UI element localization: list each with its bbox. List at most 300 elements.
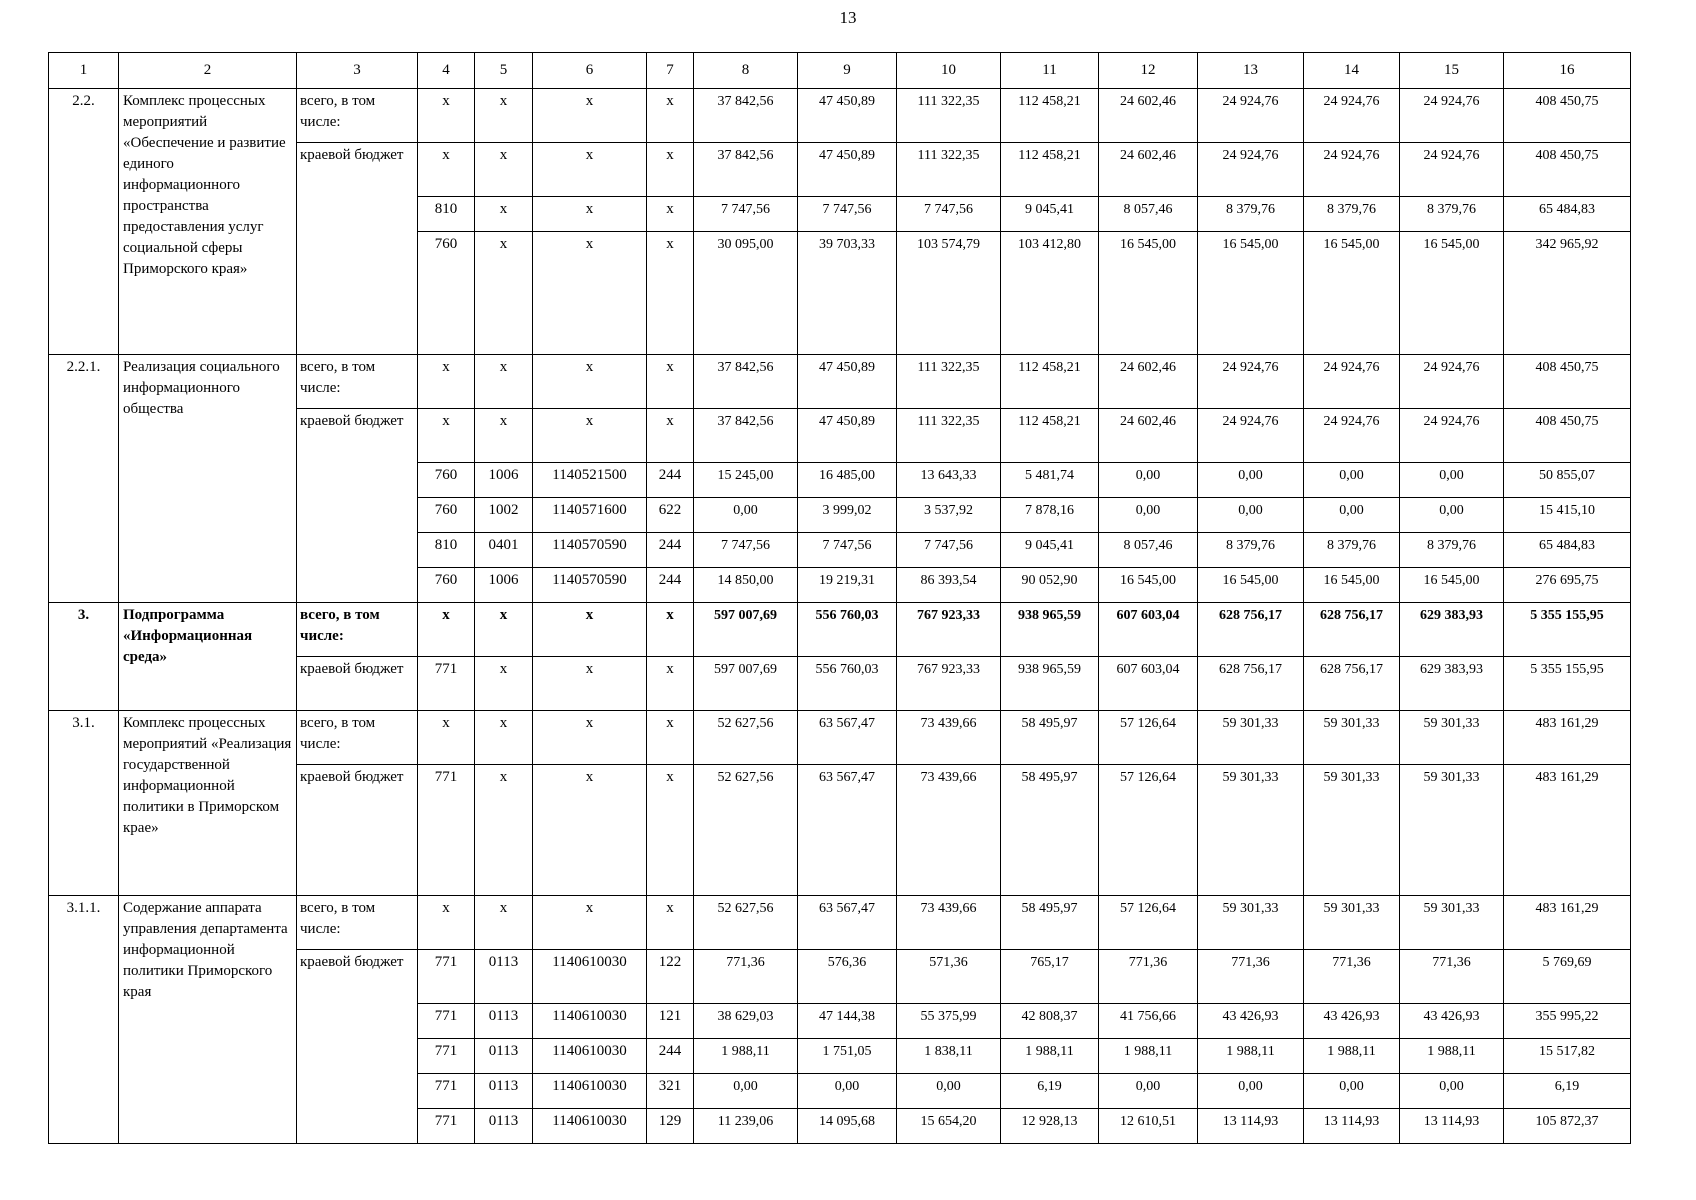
value-cell: 42 808,37 xyxy=(1001,1004,1099,1039)
value-cell: 408 450,75 xyxy=(1504,409,1631,463)
value-cell: 24 924,76 xyxy=(1304,409,1400,463)
value-cell: 111 322,35 xyxy=(897,143,1001,197)
code-cell: 771 xyxy=(418,1004,475,1039)
value-cell: 7 747,56 xyxy=(694,197,798,232)
code-cell: 1140521500 xyxy=(533,463,647,498)
code-cell: 1140570590 xyxy=(533,568,647,603)
value-cell: 1 988,11 xyxy=(1099,1039,1198,1074)
code-cell: 771 xyxy=(418,950,475,1004)
value-cell: 105 872,37 xyxy=(1504,1109,1631,1144)
value-cell: 15 654,20 xyxy=(897,1109,1001,1144)
value-cell: 1 988,11 xyxy=(694,1039,798,1074)
value-cell: 15 245,00 xyxy=(694,463,798,498)
value-cell: 771,36 xyxy=(1099,950,1198,1004)
value-cell: 47 450,89 xyxy=(798,409,897,463)
code-cell: 771 xyxy=(418,1109,475,1144)
value-cell: 24 924,76 xyxy=(1400,355,1504,409)
item-name: Комплекс процессных мероприятий «Обеспечение и развитие единого информационного пространства предоставления услуг социальной сферы Приморского края» xyxy=(119,89,297,355)
value-cell: 597 007,69 xyxy=(694,603,798,657)
code-cell: х xyxy=(647,603,694,657)
code-cell: х xyxy=(647,896,694,950)
value-cell: 13 114,93 xyxy=(1198,1109,1304,1144)
value-cell: 938 965,59 xyxy=(1001,603,1099,657)
value-cell: 0,00 xyxy=(1198,463,1304,498)
value-cell: 52 627,56 xyxy=(694,896,798,950)
header-cell: 4 xyxy=(418,53,475,89)
code-cell: х xyxy=(533,197,647,232)
value-cell: 0,00 xyxy=(1198,498,1304,533)
code-cell: 1002 xyxy=(475,498,533,533)
code-cell: 771 xyxy=(418,765,475,896)
value-cell: 58 495,97 xyxy=(1001,896,1099,950)
code-cell: х xyxy=(647,657,694,711)
code-cell: х xyxy=(533,143,647,197)
value-cell: 30 095,00 xyxy=(694,232,798,355)
value-cell: 5 355 155,95 xyxy=(1504,657,1631,711)
value-cell: 0,00 xyxy=(1304,1074,1400,1109)
value-cell: 50 855,07 xyxy=(1504,463,1631,498)
value-cell: 8 057,46 xyxy=(1099,197,1198,232)
value-cell: 408 450,75 xyxy=(1504,89,1631,143)
value-cell: 771,36 xyxy=(694,950,798,1004)
header-cell: 12 xyxy=(1099,53,1198,89)
value-cell: 24 602,46 xyxy=(1099,143,1198,197)
value-cell: 771,36 xyxy=(1198,950,1304,1004)
value-cell: 90 052,90 xyxy=(1001,568,1099,603)
header-cell: 8 xyxy=(694,53,798,89)
value-cell: 0,00 xyxy=(1304,463,1400,498)
value-cell: 59 301,33 xyxy=(1304,711,1400,765)
value-cell: 15 415,10 xyxy=(1504,498,1631,533)
value-cell: 276 695,75 xyxy=(1504,568,1631,603)
value-cell: 24 602,46 xyxy=(1099,89,1198,143)
header-cell: 2 xyxy=(119,53,297,89)
code-cell: 771 xyxy=(418,657,475,711)
budget-label: краевой бюджет xyxy=(297,657,418,711)
value-cell: 607 603,04 xyxy=(1099,657,1198,711)
value-cell: 1 988,11 xyxy=(1400,1039,1504,1074)
value-cell: 0,00 xyxy=(1400,463,1504,498)
value-cell: 16 545,00 xyxy=(1198,232,1304,355)
value-cell: 11 239,06 xyxy=(694,1109,798,1144)
value-cell: 24 924,76 xyxy=(1198,409,1304,463)
item-number: 2.2. xyxy=(49,89,119,355)
code-cell: 810 xyxy=(418,533,475,568)
value-cell: 1 838,11 xyxy=(897,1039,1001,1074)
value-cell: 556 760,03 xyxy=(798,603,897,657)
value-cell: 13 114,93 xyxy=(1304,1109,1400,1144)
value-cell: 0,00 xyxy=(1099,498,1198,533)
item-name: Реализация социального информационного общества xyxy=(119,355,297,603)
code-cell: 1140610030 xyxy=(533,1109,647,1144)
value-cell: 771,36 xyxy=(1400,950,1504,1004)
code-cell: х xyxy=(533,355,647,409)
value-cell: 8 379,76 xyxy=(1304,533,1400,568)
value-cell: 103 412,80 xyxy=(1001,232,1099,355)
value-cell: 483 161,29 xyxy=(1504,711,1631,765)
value-cell: 7 747,56 xyxy=(897,197,1001,232)
budget-table xyxy=(48,52,1631,1144)
value-cell: 0,00 xyxy=(1304,498,1400,533)
value-cell: 37 842,56 xyxy=(694,143,798,197)
value-cell: 112 458,21 xyxy=(1001,355,1099,409)
code-cell: 244 xyxy=(647,1039,694,1074)
value-cell: 12 928,13 xyxy=(1001,1109,1099,1144)
value-cell: 73 439,66 xyxy=(897,711,1001,765)
value-cell: 86 393,54 xyxy=(897,568,1001,603)
value-cell: 59 301,33 xyxy=(1198,765,1304,896)
value-cell: 0,00 xyxy=(694,498,798,533)
value-cell: 556 760,03 xyxy=(798,657,897,711)
code-cell: 771 xyxy=(418,1074,475,1109)
header-cell: 7 xyxy=(647,53,694,89)
value-cell: 57 126,64 xyxy=(1099,765,1198,896)
value-cell: 628 756,17 xyxy=(1198,657,1304,711)
value-cell: 7 747,56 xyxy=(897,533,1001,568)
value-cell: 6,19 xyxy=(1001,1074,1099,1109)
value-cell: 13 114,93 xyxy=(1400,1109,1504,1144)
code-cell: х xyxy=(418,711,475,765)
group-total-row xyxy=(49,355,1631,409)
value-cell: 13 643,33 xyxy=(897,463,1001,498)
value-cell: 7 747,56 xyxy=(798,197,897,232)
code-cell: х xyxy=(418,603,475,657)
code-cell: 0113 xyxy=(475,950,533,1004)
value-cell: 39 703,33 xyxy=(798,232,897,355)
value-cell: 8 379,76 xyxy=(1198,533,1304,568)
code-cell: 760 xyxy=(418,498,475,533)
value-cell: 16 545,00 xyxy=(1400,232,1504,355)
value-cell: 59 301,33 xyxy=(1304,765,1400,896)
code-cell: 1006 xyxy=(475,568,533,603)
value-cell: 24 924,76 xyxy=(1304,355,1400,409)
code-cell: х xyxy=(475,657,533,711)
value-cell: 9 045,41 xyxy=(1001,533,1099,568)
value-cell: 111 322,35 xyxy=(897,409,1001,463)
value-cell: 65 484,83 xyxy=(1504,197,1631,232)
value-cell: 3 999,02 xyxy=(798,498,897,533)
item-number: 2.2.1. xyxy=(49,355,119,603)
header-cell: 11 xyxy=(1001,53,1099,89)
value-cell: 24 924,76 xyxy=(1400,89,1504,143)
code-cell: 244 xyxy=(647,568,694,603)
value-cell: 12 610,51 xyxy=(1099,1109,1198,1144)
value-cell: 8 379,76 xyxy=(1198,197,1304,232)
code-cell: х xyxy=(647,89,694,143)
value-cell: 47 450,89 xyxy=(798,89,897,143)
item-name: Содержание аппарата управления департамента информационной политики Приморского края xyxy=(119,896,297,1144)
code-cell: х xyxy=(475,355,533,409)
value-cell: 8 057,46 xyxy=(1099,533,1198,568)
value-cell: 59 301,33 xyxy=(1400,711,1504,765)
item-number: 3.1.1. xyxy=(49,896,119,1144)
total-label: всего, в том числе: xyxy=(297,355,418,409)
page-number: 13 xyxy=(839,8,857,27)
value-cell: 59 301,33 xyxy=(1304,896,1400,950)
code-cell: 1140571600 xyxy=(533,498,647,533)
value-cell: 1 988,11 xyxy=(1001,1039,1099,1074)
code-cell: х xyxy=(533,603,647,657)
code-cell: 0113 xyxy=(475,1004,533,1039)
value-cell: 59 301,33 xyxy=(1400,896,1504,950)
header-cell: 6 xyxy=(533,53,647,89)
value-cell: 0,00 xyxy=(694,1074,798,1109)
header-cell: 14 xyxy=(1304,53,1400,89)
header-cell: 5 xyxy=(475,53,533,89)
value-cell: 43 426,93 xyxy=(1400,1004,1504,1039)
code-cell: 760 xyxy=(418,232,475,355)
value-cell: 52 627,56 xyxy=(694,765,798,896)
code-cell: х xyxy=(647,355,694,409)
value-cell: 73 439,66 xyxy=(897,896,1001,950)
value-cell: 112 458,21 xyxy=(1001,143,1099,197)
value-cell: 767 923,33 xyxy=(897,657,1001,711)
code-cell: 1140570590 xyxy=(533,533,647,568)
value-cell: 483 161,29 xyxy=(1504,765,1631,896)
value-cell: 43 426,93 xyxy=(1198,1004,1304,1039)
code-cell: х xyxy=(533,896,647,950)
value-cell: 1 751,05 xyxy=(798,1039,897,1074)
code-cell: 1140610030 xyxy=(533,1039,647,1074)
value-cell: 765,17 xyxy=(1001,950,1099,1004)
value-cell: 14 095,68 xyxy=(798,1109,897,1144)
value-cell: 0,00 xyxy=(1198,1074,1304,1109)
value-cell: 5 355 155,95 xyxy=(1504,603,1631,657)
code-cell: 1140610030 xyxy=(533,950,647,1004)
header-cell: 15 xyxy=(1400,53,1504,89)
value-cell: 24 924,76 xyxy=(1400,409,1504,463)
value-cell: 112 458,21 xyxy=(1001,409,1099,463)
value-cell: 938 965,59 xyxy=(1001,657,1099,711)
value-cell: 58 495,97 xyxy=(1001,765,1099,896)
code-cell: х xyxy=(533,409,647,463)
value-cell: 1 988,11 xyxy=(1198,1039,1304,1074)
code-cell: 0113 xyxy=(475,1039,533,1074)
item-number: 3.1. xyxy=(49,711,119,896)
value-cell: 0,00 xyxy=(897,1074,1001,1109)
code-cell: 810 xyxy=(418,197,475,232)
code-cell: 129 xyxy=(647,1109,694,1144)
value-cell: 55 375,99 xyxy=(897,1004,1001,1039)
value-cell: 0,00 xyxy=(1099,463,1198,498)
value-cell: 24 924,76 xyxy=(1304,89,1400,143)
value-cell: 112 458,21 xyxy=(1001,89,1099,143)
total-label: всего, в том числе: xyxy=(297,896,418,950)
code-cell: х xyxy=(647,765,694,896)
value-cell: 16 545,00 xyxy=(1400,568,1504,603)
value-cell: 629 383,93 xyxy=(1400,657,1504,711)
value-cell: 47 450,89 xyxy=(798,355,897,409)
code-cell: х xyxy=(533,232,647,355)
item-name: Комплекс процессных мероприятий «Реализация государственной информационной политики в Приморском крае» xyxy=(119,711,297,896)
code-cell: х xyxy=(475,143,533,197)
value-cell: 0,00 xyxy=(1099,1074,1198,1109)
value-cell: 65 484,83 xyxy=(1504,533,1631,568)
value-cell: 103 574,79 xyxy=(897,232,1001,355)
header-cell: 16 xyxy=(1504,53,1631,89)
item-number: 3. xyxy=(49,603,119,711)
value-cell: 3 537,92 xyxy=(897,498,1001,533)
value-cell: 24 924,76 xyxy=(1198,89,1304,143)
value-cell: 38 629,03 xyxy=(694,1004,798,1039)
value-cell: 14 850,00 xyxy=(694,568,798,603)
value-cell: 19 219,31 xyxy=(798,568,897,603)
value-cell: 8 379,76 xyxy=(1400,533,1504,568)
value-cell: 5 769,69 xyxy=(1504,950,1631,1004)
code-cell: х xyxy=(475,603,533,657)
value-cell: 59 301,33 xyxy=(1198,896,1304,950)
group-total-row xyxy=(49,603,1631,657)
code-cell: х xyxy=(475,232,533,355)
value-cell: 59 301,33 xyxy=(1198,711,1304,765)
value-cell: 408 450,75 xyxy=(1504,143,1631,197)
code-cell: х xyxy=(475,896,533,950)
code-cell: х xyxy=(647,409,694,463)
value-cell: 47 450,89 xyxy=(798,143,897,197)
value-cell: 571,36 xyxy=(897,950,1001,1004)
value-cell: 16 545,00 xyxy=(1304,232,1400,355)
value-cell: 24 924,76 xyxy=(1304,143,1400,197)
value-cell: 24 602,46 xyxy=(1099,409,1198,463)
value-cell: 771,36 xyxy=(1304,950,1400,1004)
value-cell: 63 567,47 xyxy=(798,896,897,950)
value-cell: 342 965,92 xyxy=(1504,232,1631,355)
code-cell: х xyxy=(475,409,533,463)
value-cell: 767 923,33 xyxy=(897,603,1001,657)
code-cell: х xyxy=(533,711,647,765)
code-cell: х xyxy=(418,896,475,950)
code-cell: 771 xyxy=(418,1039,475,1074)
code-cell: х xyxy=(418,143,475,197)
value-cell: 16 545,00 xyxy=(1198,568,1304,603)
value-cell: 111 322,35 xyxy=(897,89,1001,143)
code-cell: х xyxy=(475,89,533,143)
value-cell: 607 603,04 xyxy=(1099,603,1198,657)
header-cell: 9 xyxy=(798,53,897,89)
value-cell: 16 545,00 xyxy=(1099,232,1198,355)
value-cell: 7 747,56 xyxy=(694,533,798,568)
value-cell: 8 379,76 xyxy=(1304,197,1400,232)
code-cell: 122 xyxy=(647,950,694,1004)
value-cell: 629 383,93 xyxy=(1400,603,1504,657)
total-label: всего, в том числе: xyxy=(297,603,418,657)
total-label: всего, в том числе: xyxy=(297,89,418,143)
code-cell: х xyxy=(475,765,533,896)
code-cell: 1140610030 xyxy=(533,1074,647,1109)
value-cell: 1 988,11 xyxy=(1304,1039,1400,1074)
value-cell: 0,00 xyxy=(1400,498,1504,533)
value-cell: 5 481,74 xyxy=(1001,463,1099,498)
code-cell: 0113 xyxy=(475,1109,533,1144)
total-label: всего, в том числе: xyxy=(297,711,418,765)
budget-label: краевой бюджет xyxy=(297,950,418,1144)
value-cell: 6,19 xyxy=(1504,1074,1631,1109)
budget-label: краевой бюджет xyxy=(297,143,418,355)
code-cell: х xyxy=(647,232,694,355)
code-cell: 244 xyxy=(647,463,694,498)
value-cell: 16 485,00 xyxy=(798,463,897,498)
value-cell: 47 144,38 xyxy=(798,1004,897,1039)
value-cell: 63 567,47 xyxy=(798,711,897,765)
value-cell: 111 322,35 xyxy=(897,355,1001,409)
code-cell: 0401 xyxy=(475,533,533,568)
group-total-row xyxy=(49,89,1631,143)
value-cell: 408 450,75 xyxy=(1504,355,1631,409)
code-cell: х xyxy=(418,89,475,143)
value-cell: 628 756,17 xyxy=(1304,657,1400,711)
value-cell: 8 379,76 xyxy=(1400,197,1504,232)
code-cell: 121 xyxy=(647,1004,694,1039)
code-cell: 244 xyxy=(647,533,694,568)
value-cell: 597 007,69 xyxy=(694,657,798,711)
item-name: Подпрограмма «Информационная среда» xyxy=(119,603,297,711)
value-cell: 628 756,17 xyxy=(1304,603,1400,657)
value-cell: 58 495,97 xyxy=(1001,711,1099,765)
value-cell: 37 842,56 xyxy=(694,409,798,463)
value-cell: 0,00 xyxy=(1400,1074,1504,1109)
header-row xyxy=(49,53,1631,89)
code-cell: 760 xyxy=(418,568,475,603)
code-cell: 321 xyxy=(647,1074,694,1109)
value-cell: 37 842,56 xyxy=(694,355,798,409)
value-cell: 63 567,47 xyxy=(798,765,897,896)
value-cell: 57 126,64 xyxy=(1099,896,1198,950)
value-cell: 355 995,22 xyxy=(1504,1004,1631,1039)
code-cell: 1006 xyxy=(475,463,533,498)
budget-label: краевой бюджет xyxy=(297,765,418,896)
value-cell: 37 842,56 xyxy=(694,89,798,143)
value-cell: 41 756,66 xyxy=(1099,1004,1198,1039)
code-cell: 1140610030 xyxy=(533,1004,647,1039)
code-cell: 622 xyxy=(647,498,694,533)
value-cell: 576,36 xyxy=(798,950,897,1004)
header-cell: 1 xyxy=(49,53,119,89)
group-total-row xyxy=(49,711,1631,765)
code-cell: х xyxy=(647,711,694,765)
code-cell: х xyxy=(533,657,647,711)
value-cell: 73 439,66 xyxy=(897,765,1001,896)
code-cell: х xyxy=(533,765,647,896)
value-cell: 24 924,76 xyxy=(1400,143,1504,197)
value-cell: 24 924,76 xyxy=(1198,355,1304,409)
code-cell: 0113 xyxy=(475,1074,533,1109)
value-cell: 52 627,56 xyxy=(694,711,798,765)
value-cell: 483 161,29 xyxy=(1504,896,1631,950)
value-cell: 15 517,82 xyxy=(1504,1039,1631,1074)
value-cell: 57 126,64 xyxy=(1099,711,1198,765)
code-cell: х xyxy=(475,197,533,232)
header-cell: 10 xyxy=(897,53,1001,89)
value-cell: 7 878,16 xyxy=(1001,498,1099,533)
code-cell: х xyxy=(418,355,475,409)
code-cell: х xyxy=(533,89,647,143)
code-cell: 760 xyxy=(418,463,475,498)
code-cell: х xyxy=(647,143,694,197)
code-cell: х xyxy=(418,409,475,463)
budget-label: краевой бюджет xyxy=(297,409,418,603)
value-cell: 7 747,56 xyxy=(798,533,897,568)
value-cell: 628 756,17 xyxy=(1198,603,1304,657)
header-cell: 3 xyxy=(297,53,418,89)
header-cell: 13 xyxy=(1198,53,1304,89)
code-cell: х xyxy=(647,197,694,232)
value-cell: 0,00 xyxy=(798,1074,897,1109)
group-total-row xyxy=(49,896,1631,950)
value-cell: 59 301,33 xyxy=(1400,765,1504,896)
value-cell: 24 602,46 xyxy=(1099,355,1198,409)
value-cell: 24 924,76 xyxy=(1198,143,1304,197)
value-cell: 16 545,00 xyxy=(1304,568,1400,603)
